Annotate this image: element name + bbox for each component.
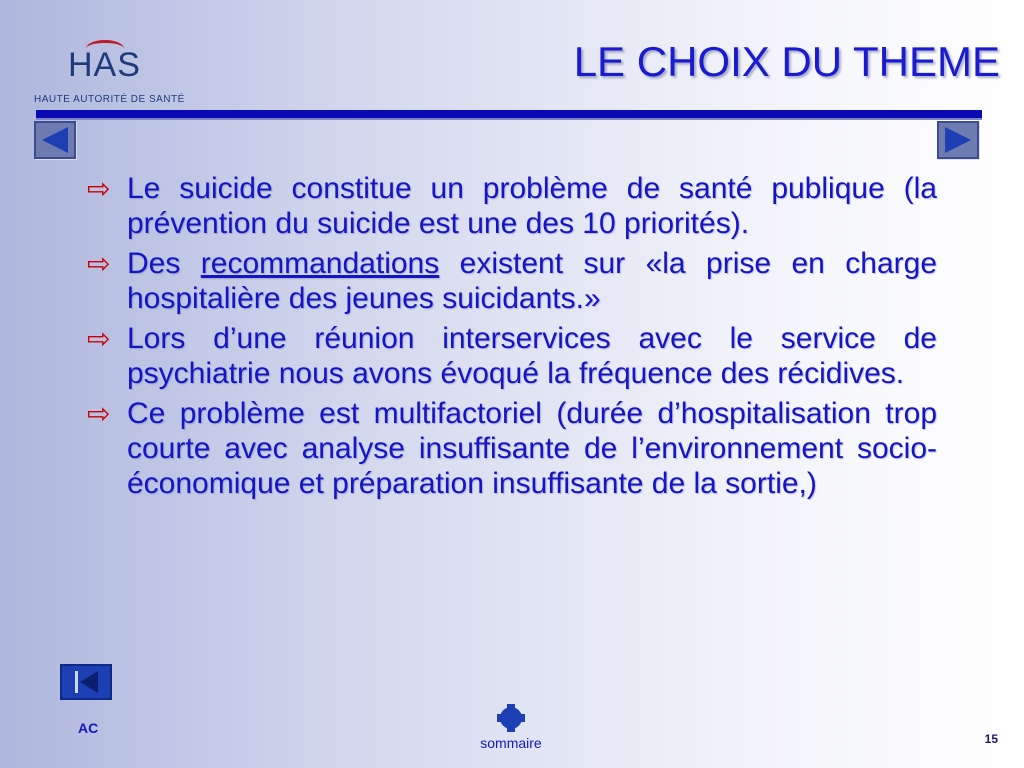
skip-to-first-icon (75, 671, 78, 693)
bullet-text: Ce problème est multifactoriel (durée d’hospitalisation trop courte avec analyse insuffisante de l’environnement socio-économique et préparation insuffisante de la sortie,) (127, 397, 937, 500)
triangle-left-icon (42, 127, 68, 153)
bullet-item (87, 321, 937, 391)
arrow-right-icon: ⇨ (87, 397, 111, 430)
logo-mark (68, 46, 141, 85)
bullet-list (87, 171, 937, 506)
bullet-text: Des (127, 247, 201, 280)
arrow-right-icon: ⇨ (87, 172, 111, 205)
title-divider (36, 110, 982, 118)
triangle-left-icon (80, 671, 98, 693)
page-number: 15 (984, 732, 998, 746)
bullet-text: Lors d’une réunion interservices avec le service de psychiatrie nous avons évoqué la fréquence des récidives. (127, 322, 937, 390)
next-slide-button[interactable] (937, 121, 979, 159)
bullet-item (87, 396, 937, 501)
sommaire-label[interactable]: sommaire (480, 735, 542, 751)
author-initials: AC (78, 720, 99, 736)
logo-text: HAS (68, 46, 141, 84)
bullet-text: existent sur «la prise en charge hospitalière des jeunes suicidants.» (127, 247, 937, 315)
bullet-text: Le suicide constitue un problème de santé publique (la prévention du suicide est une des 10 priorités). (127, 172, 937, 240)
first-slide-button[interactable] (60, 664, 112, 700)
sommaire-link[interactable] (466, 707, 556, 751)
has-logo (30, 46, 190, 112)
triangle-right-icon (945, 127, 971, 153)
arrow-right-icon: ⇨ (87, 247, 111, 280)
recommandations-link[interactable]: recommandations (200, 247, 440, 280)
bullet-item (87, 171, 937, 241)
logo-swoosh-icon (86, 40, 124, 57)
previous-slide-button[interactable] (34, 121, 76, 159)
sommaire-icon[interactable] (500, 707, 522, 729)
bullet-item (87, 246, 937, 316)
slide-title: LE CHOIX DU THEME (573, 38, 1000, 85)
arrow-right-icon: ⇨ (87, 322, 111, 355)
logo-subtitle: HAUTE AUTORITÉ DE SANTÉ (34, 94, 185, 105)
